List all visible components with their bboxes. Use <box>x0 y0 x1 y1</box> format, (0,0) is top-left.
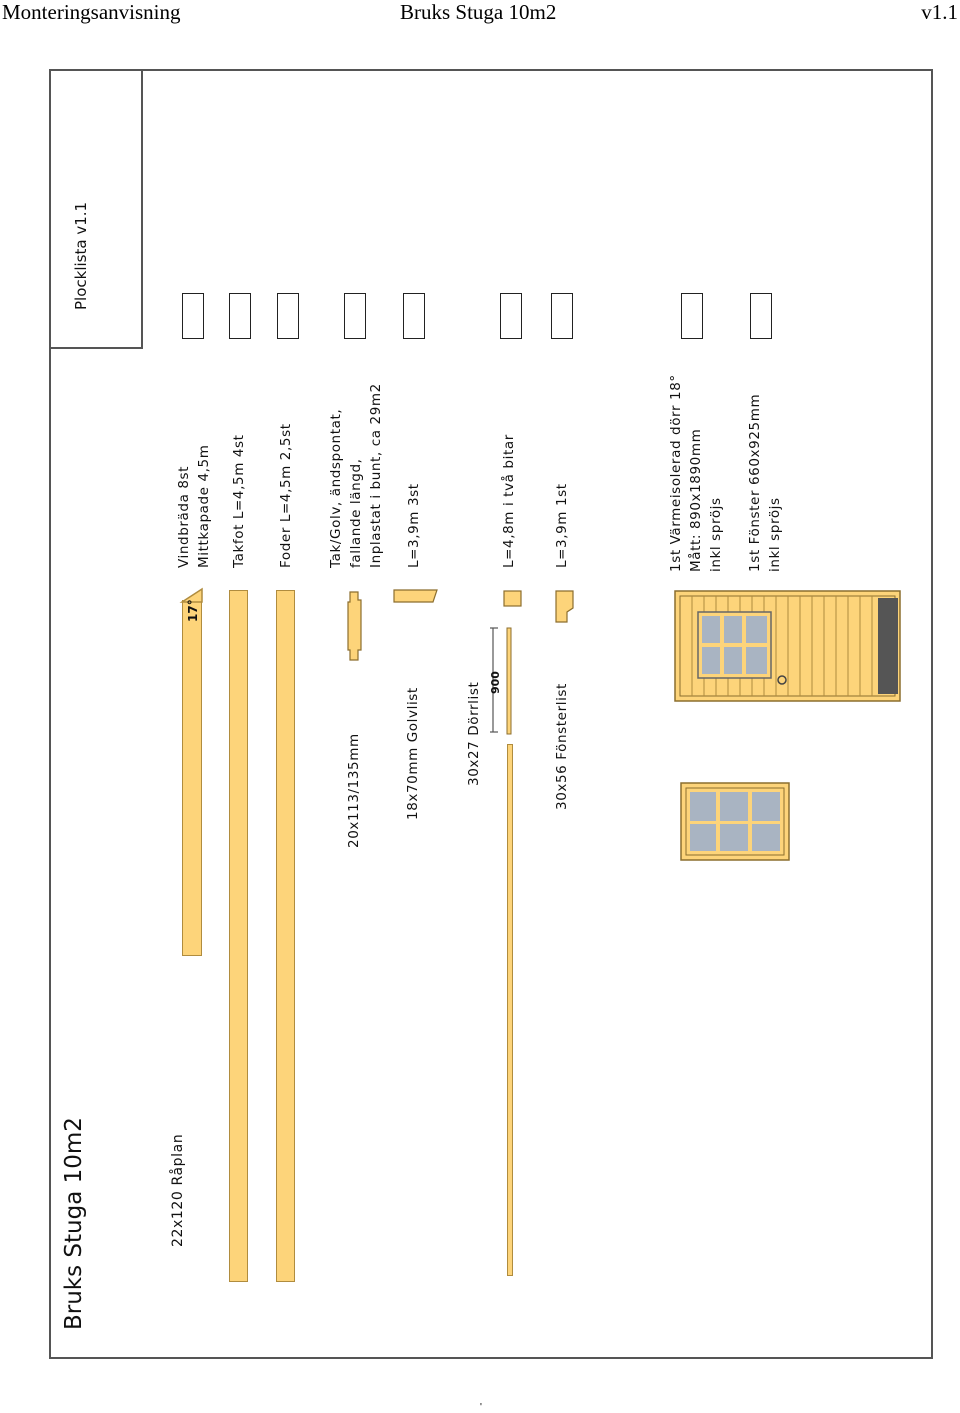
foder-board <box>276 590 295 1282</box>
window-drawing <box>680 782 791 862</box>
item-foder-text: Foder L=4,5m 2,5st <box>278 423 294 568</box>
profile-dorrlist-label: 30x27 Dörrlist <box>466 681 482 786</box>
checkbox-takfot[interactable] <box>229 293 251 339</box>
item-vindbrada-text: Vindbräda 8st Mittkapade 4,5m <box>176 444 212 568</box>
item-door-text: 1st Värmeisolerad dörr 18° Mått: 890x1890mm inkl spröjs <box>668 374 724 572</box>
fonsterlist-profile <box>555 590 575 624</box>
vindbrada-board <box>182 600 202 956</box>
document-title: Bruks Stuga 10m2 <box>400 0 557 24</box>
vindbrada-angle-label: 17° <box>186 599 200 622</box>
item-tak-golv-text: Tak/Golv, ändspontat, fallande längd, Inplastat i bunt, ca 29m2 <box>328 383 384 568</box>
checkbox-fonsterlist[interactable] <box>551 293 573 339</box>
checkbox-tak-golv[interactable] <box>344 293 366 339</box>
item-takfot-text: Takfot L=4,5m 4st <box>231 434 247 568</box>
checkbox-door[interactable] <box>681 293 703 339</box>
profile-spont-label: 20x113/135mm <box>346 733 362 848</box>
item-window-text: 1st Fönster 660x925mm inkl spröjs <box>747 393 783 572</box>
takfot-board <box>229 590 248 1282</box>
list-title: Plocklista v1.1 <box>72 201 90 310</box>
item-golvlist-length-text: L=3,9m 3st <box>406 483 422 568</box>
dim-900-label: 900 <box>489 671 502 694</box>
document-label: Monteringsanvisning <box>2 0 181 24</box>
checkbox-foder[interactable] <box>277 293 299 339</box>
document-version: v1.1 <box>921 0 958 24</box>
checkbox-vindbrada[interactable] <box>182 293 204 339</box>
door-drawing <box>674 590 902 702</box>
dorrlist-profile <box>503 590 523 608</box>
checkbox-golvlist[interactable] <box>403 293 425 339</box>
footer-mark: ' <box>480 1402 482 1413</box>
item-fonsterlist-length-text: L=3,9m 1st <box>554 483 570 568</box>
golvlist-profile <box>393 589 439 605</box>
checkbox-window[interactable] <box>750 293 772 339</box>
raplan-label: 22x120 Råplan <box>170 1133 186 1247</box>
profile-golvlist-label: 18x70mm Golvlist <box>405 687 421 820</box>
item-dorrlist-length-text: L=4,8m i två bitar <box>501 434 517 568</box>
list-title-box <box>49 69 143 349</box>
checkbox-dorrlist[interactable] <box>500 293 522 339</box>
spont-profile <box>347 590 363 664</box>
profile-fonsterlist-label: 30x56 Fönsterlist <box>554 683 570 810</box>
product-title: Bruks Stuga 10m2 <box>61 1117 87 1330</box>
dorrlist-strip <box>507 744 513 1276</box>
